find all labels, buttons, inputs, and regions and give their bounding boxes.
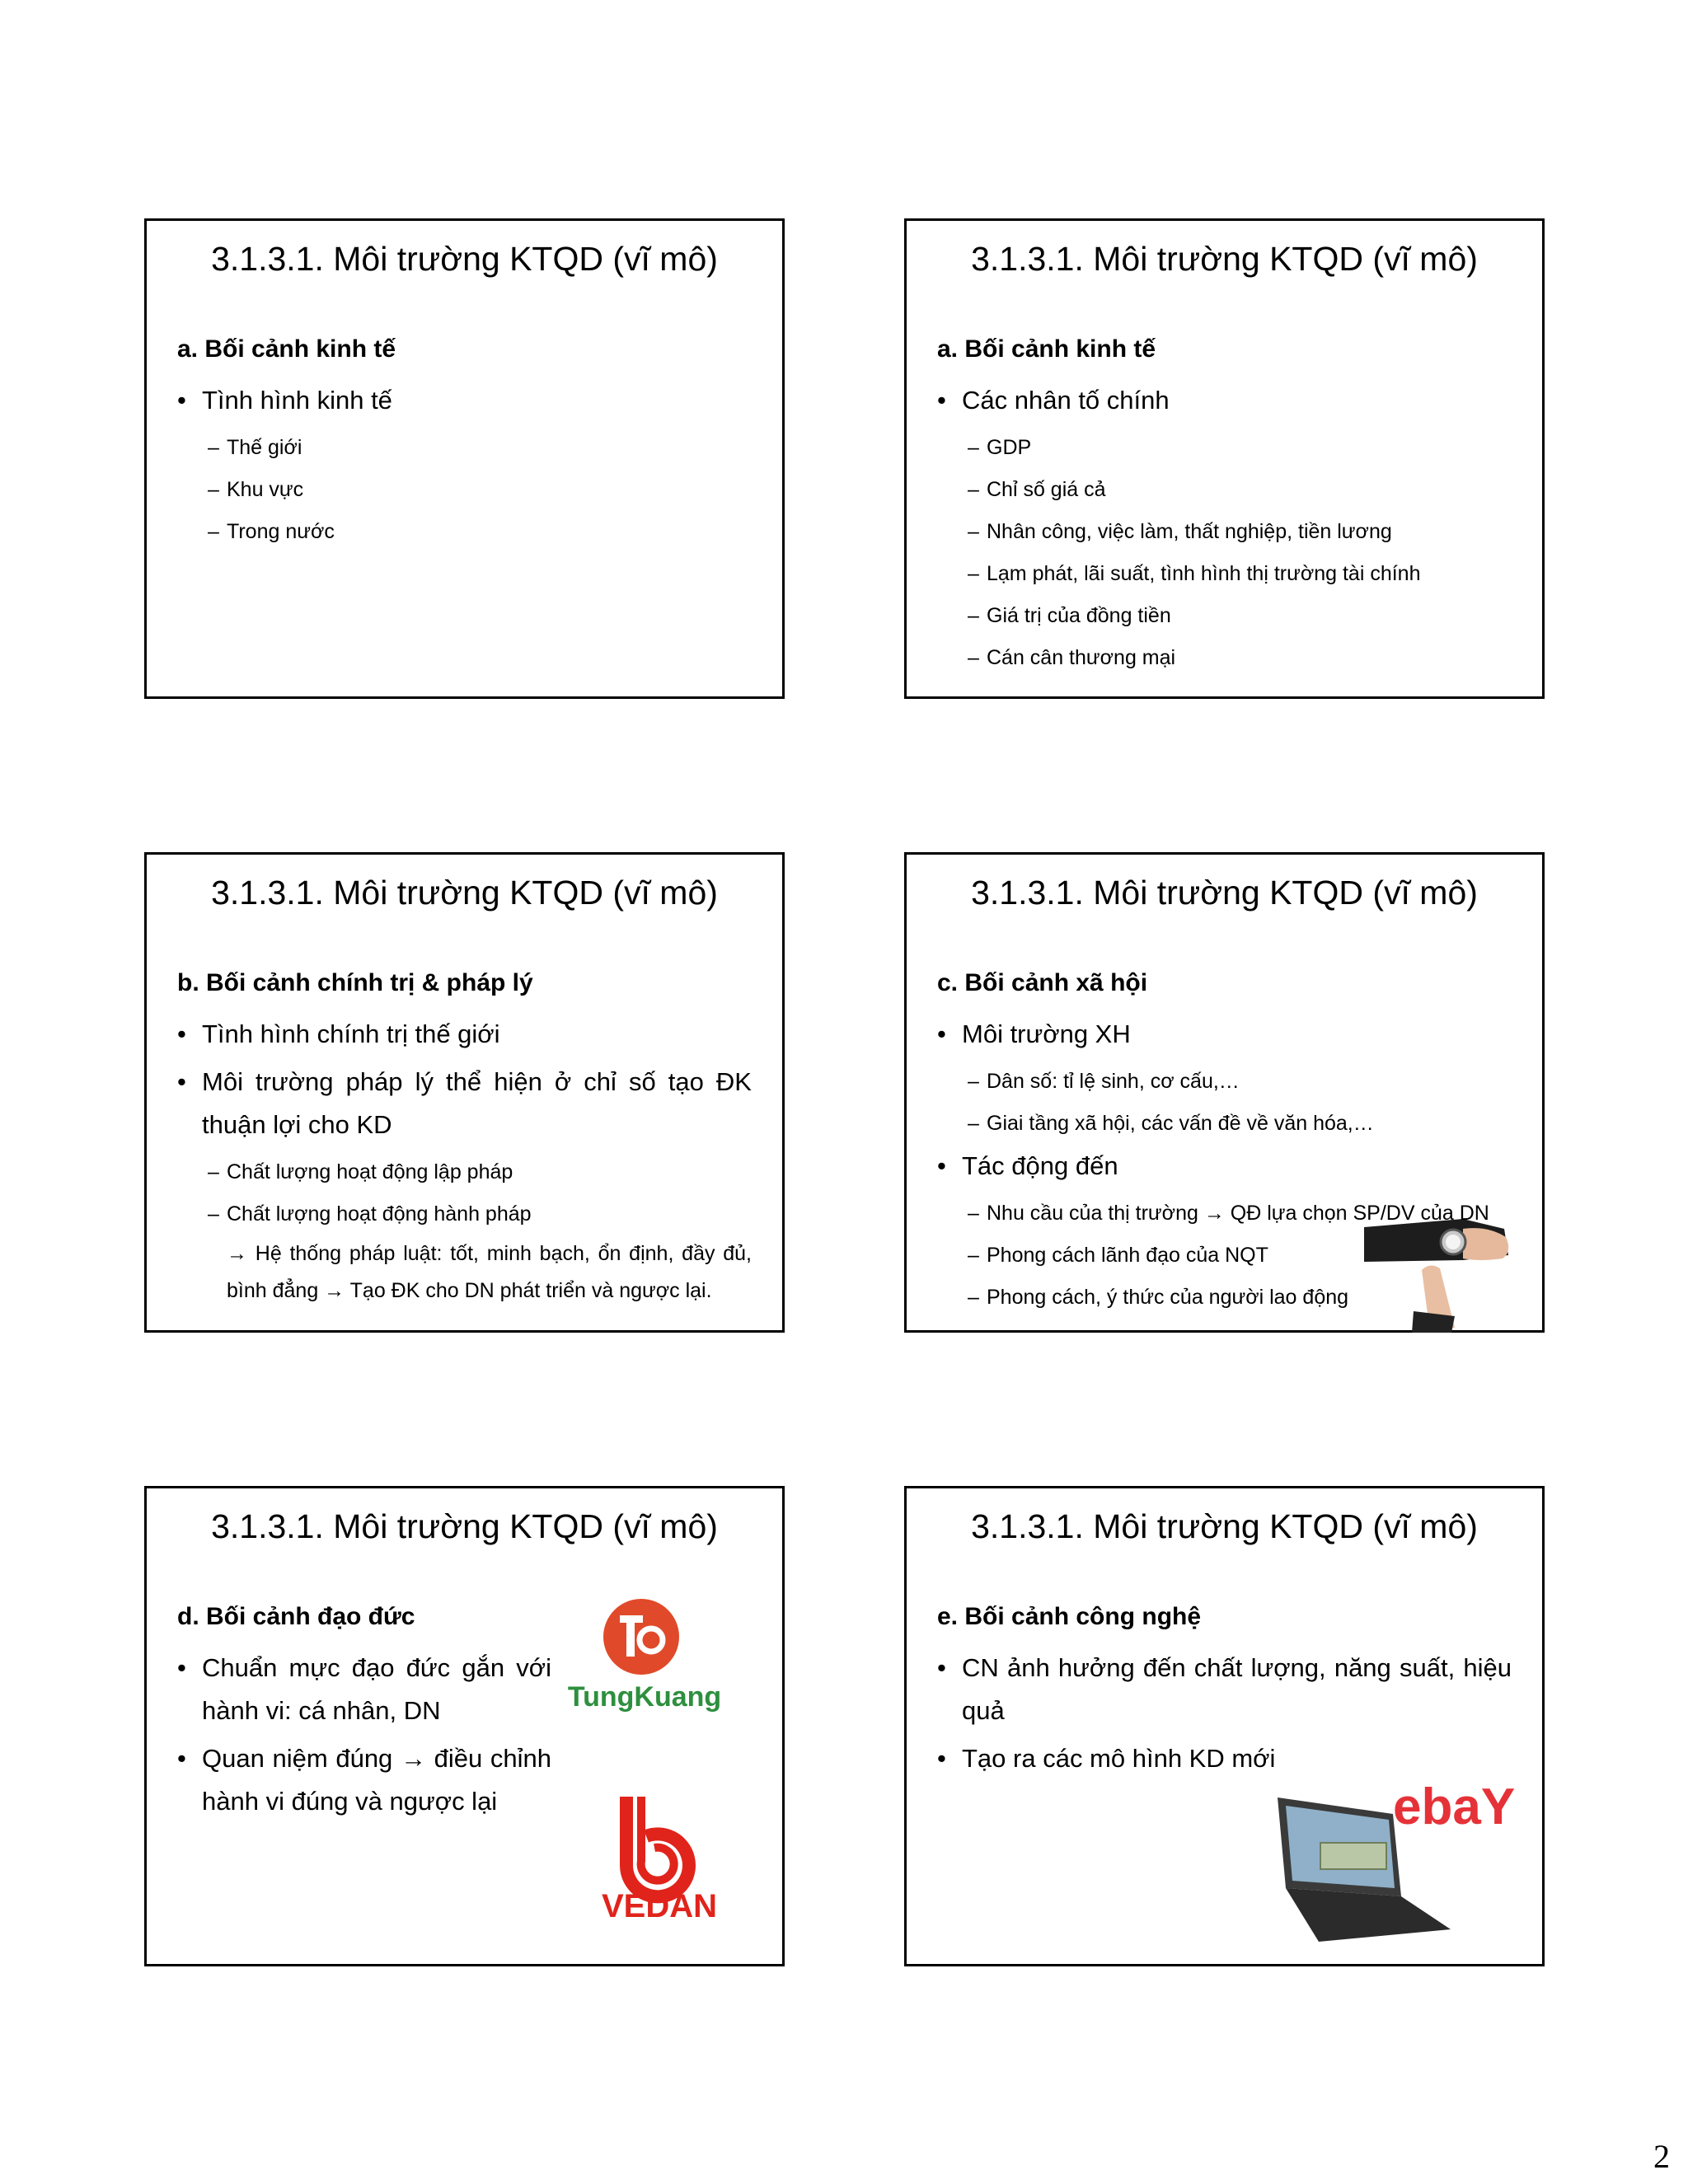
slide-6 (904, 1486, 1545, 1966)
slide-2 (904, 218, 1545, 699)
sub-item: – Thế giới (208, 436, 302, 459)
bullet-item: • CN ảnh hưởng đến chất lượng, năng suất, hiệu quả (937, 1653, 1512, 1725)
conclusion-note: → Hệ thống pháp luật: tốt, minh bạch, ổn định, đầy đủ, bình đẳng → Tạo ĐK cho DN phát triển và ngược lại. (227, 1242, 752, 1302)
slide-heading: b. Bối cảnh chính trị & pháp lý (177, 969, 533, 996)
slide-heading: a. Bối cảnh kinh tế (937, 335, 1156, 363)
laptop-ebay-image (1269, 1773, 1525, 1946)
sub-item: – Chất lượng hoạt động hành pháp (208, 1202, 532, 1226)
bullet-item: • Tình hình chính trị thế giới (177, 1019, 500, 1048)
sub-item: – Dân số: tỉ lệ sinh, cơ cấu,… (968, 1070, 1240, 1093)
slide-heading: c. Bối cảnh xã hội (937, 969, 1148, 996)
bullet-item: • Môi trường pháp lý thể hiện ở chỉ số tạo ĐK thuận lợi cho KD (177, 1067, 752, 1139)
bullet-item: • Tác động đến (937, 1151, 1118, 1180)
sub-item: – Nhân công, việc làm, thất nghiệp, tiền lương (968, 520, 1392, 543)
slide-content (177, 1647, 551, 1828)
tungkuang-logo (567, 1594, 722, 1718)
sub-item: – Phong cách, ý thức của người lao động (968, 1286, 1349, 1309)
slide-title: 3.1.3.1. Môi trường KTQD (vĩ mô) (211, 1507, 718, 1545)
slide-title: 3.1.3.1. Môi trường KTQD (vĩ mô) (211, 874, 718, 912)
slide-heading: a. Bối cảnh kinh tế (177, 335, 396, 363)
slide-heading: d. Bối cảnh đạo đức (177, 1603, 415, 1630)
slide-heading: e. Bối cảnh công nghệ (937, 1603, 1202, 1630)
sub-item: – Nhu cầu của thị trường → QĐ lựa chọn SP/DV của DN (968, 1202, 1489, 1225)
slide-5 (144, 1486, 785, 1966)
sub-item: – Lạm phát, lãi suất, tình hình thị trường tài chính (968, 562, 1421, 585)
sub-item: – Giá trị của đồng tiền (968, 604, 1171, 627)
slide-title: 3.1.3.1. Môi trường KTQD (vĩ mô) (211, 240, 718, 278)
sub-item: – Khu vực (208, 478, 304, 501)
slide-content (177, 1013, 752, 1310)
bullet-item: • Các nhân tố chính (937, 386, 1170, 415)
slide-title: 3.1.3.1. Môi trường KTQD (vĩ mô) (971, 874, 1478, 912)
sub-item: – Cán cân thương mại (968, 646, 1176, 669)
sub-item: – Giai tầng xã hội, các vấn đề về văn hóa,… (968, 1112, 1374, 1135)
slide-1 (144, 218, 785, 699)
slide-title: 3.1.3.1. Môi trường KTQD (vĩ mô) (971, 240, 1478, 278)
slide-content (937, 379, 1512, 679)
bullet-item: • Tạo ra các mô hình KD mới (937, 1744, 1276, 1773)
vedan-logo (598, 1793, 722, 1925)
bullet-item: • Chuẩn mực đạo đức gắn với hành vi: cá nhân, DN (177, 1653, 551, 1725)
sub-item: – Chỉ số giá cả (968, 478, 1106, 501)
slide-3 (144, 852, 785, 1333)
vedan-wordmark: VEDAN (601, 1888, 718, 1924)
slide-content (937, 1647, 1512, 1785)
bullet-item: • Tình hình kinh tế (177, 386, 392, 415)
sub-item: – Chất lượng hoạt động lập pháp (208, 1160, 513, 1183)
sub-item: – GDP (968, 436, 1032, 459)
bullet-item: • Môi trường XH (937, 1019, 1131, 1048)
slide-content (937, 1013, 1512, 1319)
tungkuang-wordmark: TungKuang (567, 1681, 722, 1713)
ebay-logo: ebaY (1393, 1779, 1516, 1835)
slide-title: 3.1.3.1. Môi trường KTQD (vĩ mô) (971, 1507, 1478, 1545)
bullet-item: • Quan niệm đúng → điều chỉnh hành vi đúng và ngược lại (177, 1744, 551, 1816)
slide-content (177, 379, 752, 553)
sub-item: – Phong cách lãnh đạo của NQT (968, 1244, 1268, 1267)
slide-4 (904, 852, 1545, 1333)
sub-item: – Trong nước (208, 520, 335, 543)
page-number: 2 (1653, 2138, 1670, 2175)
